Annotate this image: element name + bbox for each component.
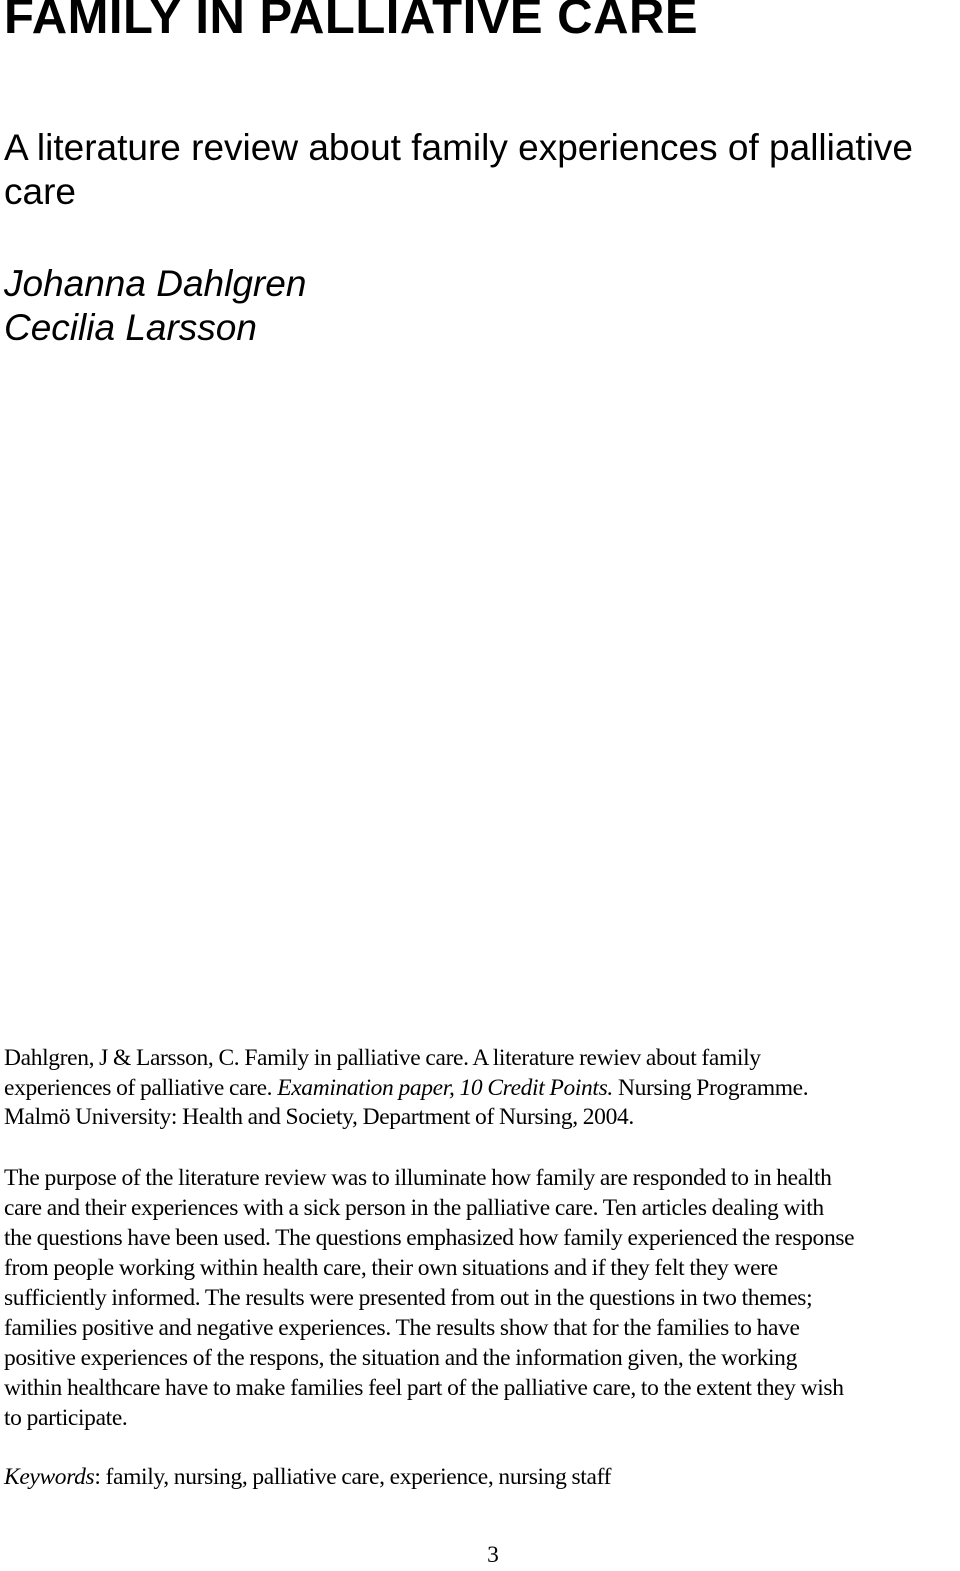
citation-italic-text: Examination paper, 10 Credit Points. — [277, 1074, 613, 1101]
abstract-line: to participate. — [4, 1405, 128, 1431]
author-list — [4, 262, 306, 350]
document-title: FAMILY IN PALLIATIVE CARE — [4, 0, 699, 44]
abstract-line: sufficiently informed. The results were presented from out in the questions in two themes; — [4, 1285, 813, 1311]
abstract-line: families positive and negative experiences. The results show that for the families to have — [4, 1315, 800, 1341]
page-number: 3 — [487, 1542, 499, 1568]
citation-paragraph — [4, 1044, 934, 1133]
abstract-line: from people working within health care, their own situations and if they felt they were — [4, 1255, 778, 1281]
citation-line — [4, 1074, 934, 1104]
document-subtitle: A literature review about family experiences of palliative care — [4, 127, 914, 212]
author-name: Johanna Dahlgren — [4, 263, 307, 304]
abstract-line: care and their experiences with a sick person in the palliative care. Ten articles dealing with — [4, 1195, 824, 1221]
abstract-line: the questions have been used. The questions emphasized how family experienced the response — [4, 1225, 855, 1251]
citation-line: Dahlgren, J & Larsson, C. Family in palliative care. A literature rewiev about family — [4, 1045, 761, 1071]
keywords-line — [4, 1462, 934, 1492]
abstract-line: positive experiences of the respons, the situation and the information given, the working — [4, 1345, 797, 1371]
citation-line: Malmö University: Health and Society, Department of Nursing, 2004. — [4, 1104, 634, 1130]
abstract-line: within healthcare have to make families feel part of the palliative care, to the extent they wish — [4, 1375, 844, 1401]
abstract-paragraph — [4, 1163, 934, 1433]
abstract-line: The purpose of the literature review was to illuminate how family are responded to in health — [4, 1165, 832, 1191]
citation-text: Nursing Programme. — [617, 1074, 809, 1101]
keywords-label: Keywords — [4, 1464, 95, 1490]
citation-text: experiences of palliative care. — [4, 1074, 273, 1101]
keywords-text: : family, nursing, palliative care, experience, nursing staff — [94, 1464, 612, 1490]
author-name: Cecilia Larsson — [4, 307, 257, 348]
